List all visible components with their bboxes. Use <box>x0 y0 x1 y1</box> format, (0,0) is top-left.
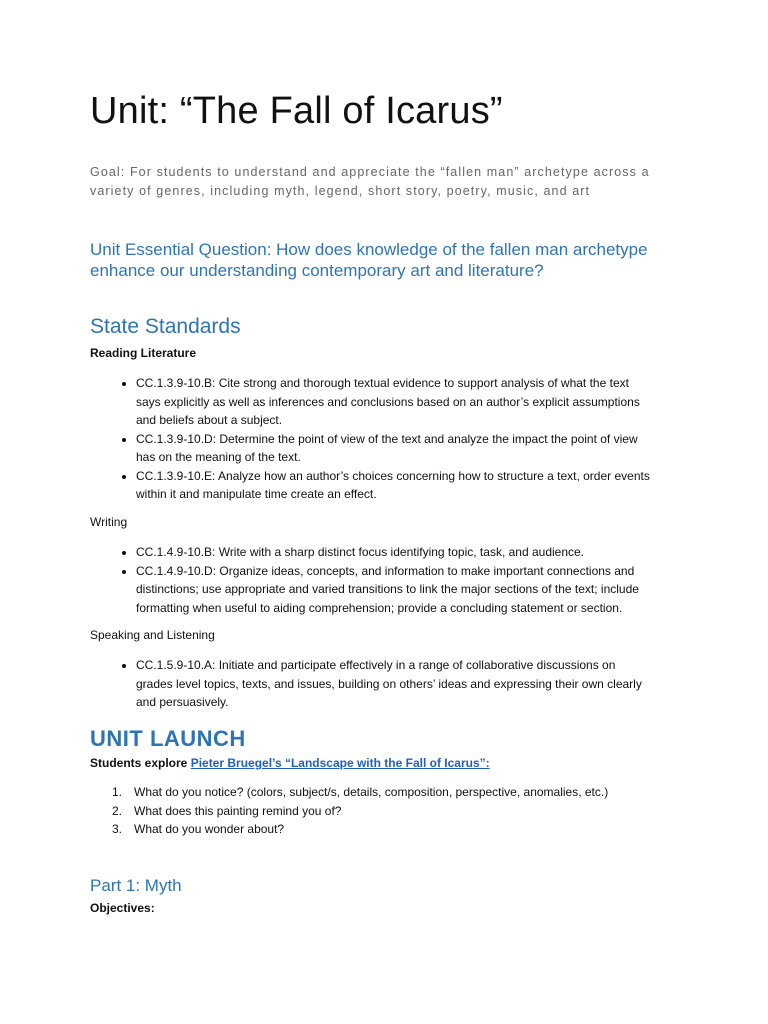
question-text: What do you notice? (colors, subject/s, details, composition, perspective, anomalies, etc.) <box>134 785 609 799</box>
painting-link[interactable]: Pieter Bruegel’s “Landscape with the Fall of Icarus”: <box>190 756 490 770</box>
list-number: 1. <box>112 785 123 799</box>
question-text: What do you wonder about? <box>134 822 285 836</box>
unit-goal: Goal: For students to understand and appreciate the “fallen man” archetype across a variety of genres, including myth, legend, short story, poetry, music, and art <box>90 165 650 198</box>
list-item: • CC.1.3.9-10.B: Cite strong and thorough textual evidence to support analysis of what the text says explicitly as well as inferences and conclusions based on an author’s explicit assumptions and beliefs about a subject. <box>136 374 650 430</box>
list-number: 3. <box>112 822 123 836</box>
list-item <box>90 820 670 839</box>
reading-standards-list <box>90 374 650 504</box>
speaking-standards-list <box>90 656 650 712</box>
list-item <box>90 802 670 821</box>
part1-heading: Part 1: Myth <box>90 876 182 895</box>
page-title: Unit: “The Fall of Icarus” <box>90 90 503 132</box>
speaking-listening-label: Speaking and Listening <box>90 628 215 642</box>
essential-question: Unit Essential Question: How does knowledge of the fallen man archetype enhance our understanding contemporary art and literature? <box>90 240 648 280</box>
launch-questions-list <box>90 783 670 839</box>
explore-prefix: Students explore <box>90 756 191 770</box>
writing-label: Writing <box>90 515 128 529</box>
list-item: • CC.1.3.9-10.E: Analyze how an author’s choices concerning how to structure a text, order events within it and manipulate time create an effect. <box>136 467 650 504</box>
list-item: • CC.1.5.9-10.A: Initiate and participate effectively in a range of collaborative discussions on grades level topics, texts, and issues, building on others’ ideas and expressing their own clearly and persuasively. <box>136 656 650 712</box>
list-item: • CC.1.4.9-10.D: Organize ideas, concepts, and information to make important connections and distinctions; use appropriate and varied transitions to link the major sections of the text; include formatting when useful to aiding comprehension; provide a concluding statement or section. <box>136 562 650 618</box>
unit-launch-heading: UNIT LAUNCH <box>90 726 246 751</box>
list-number: 2. <box>112 803 123 818</box>
writing-standards-list <box>90 543 650 617</box>
reading-literature-label: Reading Literature <box>90 346 197 360</box>
list-item: • CC.1.4.9-10.B: Write with a sharp distinct focus identifying topic, task, and audience. <box>136 543 650 562</box>
list-item <box>90 783 670 802</box>
question-text: What does this painting remind you of? <box>134 803 342 818</box>
standards-heading: State Standards <box>90 315 241 338</box>
list-item: • CC.1.3.9-10.D: Determine the point of view of the text and analyze the impact the point of view has on the meaning of the text. <box>136 430 650 467</box>
objectives-label: Objectives: <box>90 901 155 915</box>
explore-line <box>90 756 490 770</box>
